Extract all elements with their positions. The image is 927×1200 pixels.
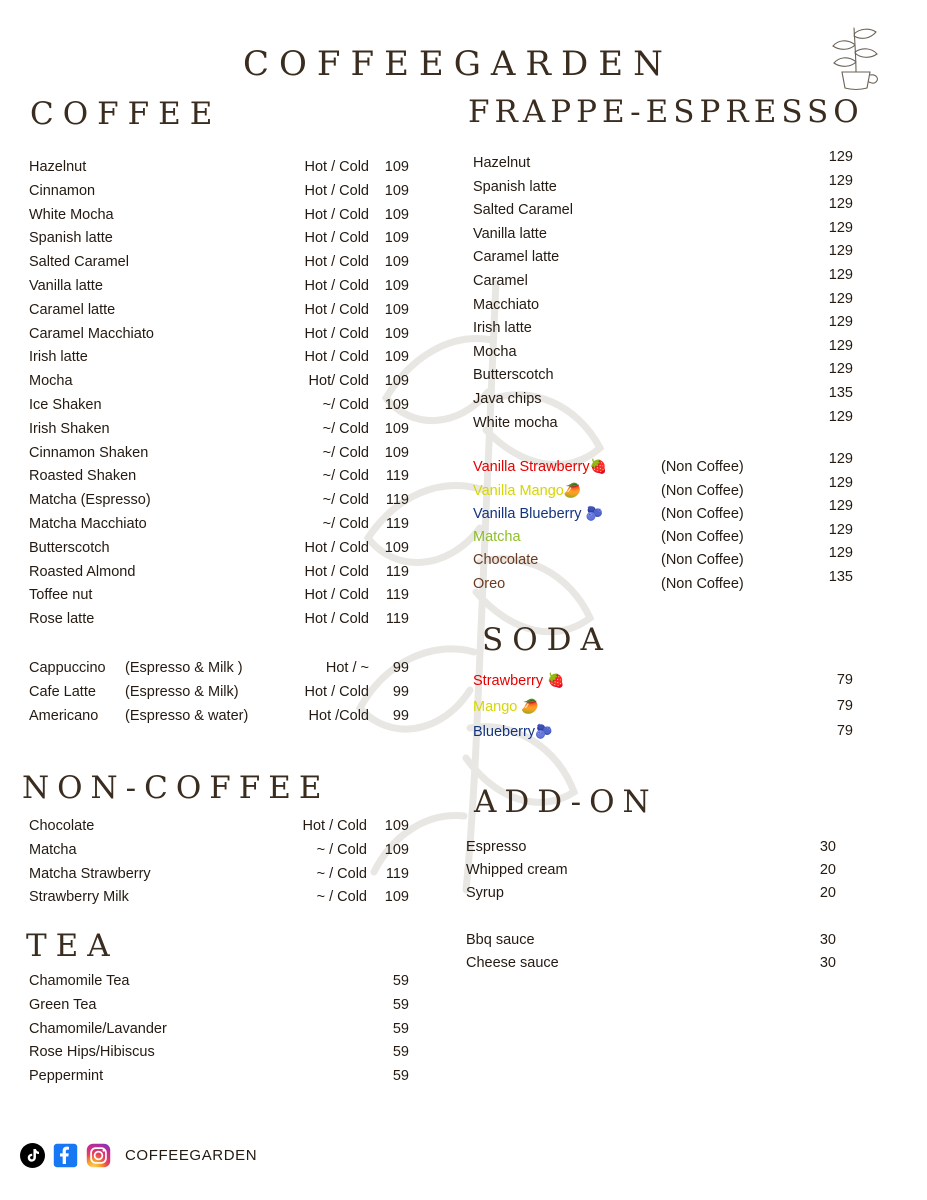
item-name: Chocolate: [29, 818, 95, 834]
item-price: 99: [392, 707, 409, 724]
item-name: Butterscotch: [473, 367, 554, 384]
item-temperature: Hot /Cold: [308, 707, 369, 724]
item-price: 129: [828, 196, 853, 213]
item-name: Cinnamon Shaken: [29, 444, 149, 461]
item-note: (Non Coffee): [661, 459, 744, 475]
item-name: Mocha: [473, 343, 517, 360]
item-note: (Espresso & Milk ): [125, 660, 243, 676]
menu-row: [473, 337, 853, 365]
non-coffee-item-list: [29, 815, 411, 910]
item-name: Roasted Almond: [29, 563, 136, 580]
menu-row: [466, 882, 846, 905]
menu-row: [29, 156, 411, 180]
item-price: 129: [828, 149, 853, 165]
item-name: Hazelnut: [29, 159, 87, 175]
menu-row: [466, 929, 846, 952]
item-name: Vanilla Strawberry🍓: [473, 458, 608, 475]
item-name: Cinnamon: [29, 182, 96, 199]
menu-row: [29, 204, 411, 228]
item-name: Roasted Shaken: [29, 468, 137, 485]
item-price: 30: [819, 931, 836, 948]
item-note: (Espresso & Milk): [125, 683, 239, 700]
menu-row: [473, 719, 853, 745]
item-note: (Non Coffee): [661, 528, 744, 545]
menu-row: [29, 705, 411, 729]
item-name: Caramel latte: [473, 249, 560, 266]
item-name: Mango 🥭: [473, 697, 539, 715]
item-temperature: Hot / Cold: [304, 159, 369, 175]
section-heading-add-on: ADD-ON: [474, 784, 658, 820]
item-name: Salted Caramel: [473, 202, 573, 219]
item-price: 129: [828, 408, 853, 425]
item-temperature: Hot / Cold: [302, 818, 367, 834]
item-name: Spanish latte: [29, 230, 113, 247]
item-name: Caramel latte: [29, 301, 116, 318]
item-price: 129: [828, 290, 853, 307]
menu-row: [473, 172, 853, 200]
item-price: 119: [385, 865, 409, 882]
item-price: 109: [384, 277, 409, 294]
item-price: 79: [836, 697, 853, 714]
item-name: Americano: [29, 707, 99, 724]
social-handle: COFFEEGARDEN: [125, 1147, 258, 1164]
item-price: 109: [384, 182, 409, 199]
item-price: 119: [385, 611, 409, 628]
item-temperature: Hot / Cold: [304, 563, 369, 580]
menu-row: [29, 994, 411, 1018]
fruit-emoji-icon: 🥭: [521, 697, 539, 714]
item-price: 129: [828, 314, 853, 331]
item-price: 129: [828, 337, 853, 354]
section-heading-non-coffee: NON-COFFEE: [22, 770, 330, 806]
item-name: Cappuccino: [29, 660, 106, 676]
menu-row: [473, 545, 853, 573]
item-price: 135: [828, 384, 853, 401]
item-name: Mocha: [29, 373, 73, 390]
menu-row: [29, 370, 411, 394]
menu-row: [473, 314, 853, 341]
item-name: Salted Caramel: [29, 254, 129, 271]
plant-in-cup-icon: [824, 22, 888, 92]
item-note: (Espresso & water): [125, 707, 249, 724]
item-name: Syrup: [466, 885, 504, 901]
menu-row: [29, 442, 411, 466]
item-name: Cafe Latte: [29, 683, 96, 700]
item-temperature: Hot / Cold: [304, 539, 369, 556]
item-temperature: ~ / Cold: [316, 841, 367, 858]
item-price: 119: [385, 515, 409, 532]
menu-row: [29, 863, 411, 887]
item-price: 129: [828, 521, 853, 538]
coffee-item-list: [29, 156, 411, 632]
item-note: (Non Coffee): [661, 552, 744, 568]
item-name: Matcha: [473, 528, 521, 545]
item-name: White mocha: [473, 414, 558, 431]
item-name: Rose Hips/Hibiscus: [29, 1044, 155, 1061]
item-price: 135: [828, 568, 853, 585]
menu-row: [466, 836, 846, 859]
menu-row: [473, 266, 853, 294]
item-price: 109: [384, 254, 409, 271]
menu-row: [29, 227, 411, 251]
item-name: Toffee nut: [29, 587, 93, 604]
fruit-emoji-icon: 🥭: [563, 481, 582, 498]
item-price: 129: [828, 361, 853, 378]
menu-row: [29, 1041, 411, 1065]
item-name: Matcha (Espresso): [29, 492, 151, 509]
item-name: Green Tea: [29, 996, 97, 1013]
item-price: 109: [384, 841, 409, 858]
menu-row: [29, 584, 411, 608]
item-temperature: ~/ Cold: [322, 396, 369, 413]
frappe-item-list: [473, 149, 853, 435]
item-price: 109: [384, 301, 409, 318]
add-on-item-list: [466, 836, 846, 975]
menu-row: [473, 243, 853, 270]
espresso-item-list: [29, 657, 411, 728]
item-price: 30: [819, 954, 836, 971]
item-name: Ice Shaken: [29, 396, 102, 413]
item-price: 109: [384, 325, 409, 342]
item-temperature: ~/ Cold: [322, 444, 369, 461]
item-price: 109: [384, 818, 409, 834]
item-name: Espresso: [466, 839, 527, 855]
item-name: Caramel Macchiato: [29, 325, 154, 342]
menu-row: [29, 839, 411, 863]
item-price: 109: [384, 889, 409, 906]
item-name: Strawberry 🍓: [473, 672, 565, 689]
item-name: Caramel: [473, 272, 528, 289]
item-name: Matcha: [29, 841, 77, 858]
menu-row: [29, 513, 411, 537]
menu-row: [29, 657, 411, 681]
item-name: Bbq sauce: [466, 931, 535, 948]
item-price: 20: [819, 885, 836, 901]
menu-row: [29, 346, 411, 370]
item-price: 59: [392, 1020, 409, 1037]
item-temperature: Hot / Cold: [304, 349, 369, 366]
fruit-emoji-icon: 🫐: [585, 505, 604, 521]
item-temperature: ~/ Cold: [322, 468, 369, 485]
item-temperature: ~ / Cold: [316, 865, 367, 882]
item-name: Vanilla latte: [29, 277, 103, 294]
item-name: Peppermint: [29, 1068, 104, 1085]
item-name: Chamomile Tea: [29, 973, 130, 989]
item-price: 129: [828, 545, 853, 561]
item-price: 109: [384, 159, 409, 175]
menu-row: [466, 952, 846, 975]
menu-row: [473, 451, 853, 479]
section-heading-soda: SODA: [482, 622, 612, 658]
instagram-icon[interactable]: [86, 1143, 111, 1168]
item-temperature: Hot / Cold: [304, 587, 369, 604]
item-price: 129: [828, 451, 853, 467]
item-temperature: Hot / Cold: [304, 683, 369, 700]
item-name: Chocolate: [473, 552, 539, 568]
item-temperature: Hot / Cold: [304, 230, 369, 247]
menu-row: [29, 323, 411, 347]
flavour-item-list: [473, 451, 853, 596]
item-price: 59: [392, 973, 409, 989]
item-price: 59: [392, 1068, 409, 1085]
item-name: Spanish latte: [473, 178, 557, 195]
menu-row: [473, 408, 853, 436]
item-name: Vanilla Blueberry 🫐: [473, 505, 604, 522]
brand-title: COFFEEGARDEN: [243, 44, 673, 84]
menu-row: [29, 1065, 411, 1089]
menu-row: [473, 361, 853, 388]
item-price: 99: [392, 660, 409, 676]
item-price: 119: [385, 587, 409, 604]
menu-row: [473, 498, 853, 526]
item-name: Whipped cream: [466, 862, 568, 878]
item-price: 119: [385, 468, 409, 485]
item-price: 129: [828, 498, 853, 514]
item-temperature: Hot / Cold: [304, 254, 369, 271]
item-price: 129: [828, 243, 853, 260]
item-price: 109: [384, 539, 409, 556]
item-name: Chamomile/Lavander: [29, 1020, 167, 1037]
item-name: Rose latte: [29, 611, 95, 628]
menu-row: [29, 608, 411, 632]
item-note: (Non Coffee): [661, 482, 744, 499]
menu-row: [29, 886, 411, 910]
item-price: 129: [828, 474, 853, 491]
section-heading-frappe-espresso: FRAPPE-ESPRESSO: [468, 94, 864, 130]
fruit-emoji-icon: 🍓: [589, 458, 608, 474]
item-temperature: Hot / Cold: [304, 611, 369, 628]
fruit-emoji-icon: 🫐: [535, 723, 553, 739]
menu-row: [29, 1018, 411, 1042]
menu-row: [29, 394, 411, 418]
item-name: Strawberry Milk: [29, 889, 129, 906]
item-name: Oreo: [473, 575, 506, 592]
item-price: 119: [385, 492, 409, 509]
item-name: Cheese sauce: [466, 954, 559, 971]
item-price: 99: [392, 683, 409, 700]
item-price: 109: [384, 230, 409, 247]
item-name: White Mocha: [29, 206, 114, 223]
item-note: (Non Coffee): [661, 575, 744, 592]
item-temperature: Hot / Cold: [304, 301, 369, 318]
item-name: Java chips: [473, 390, 542, 407]
item-price: 129: [828, 219, 853, 236]
menu-row: [473, 521, 853, 550]
menu-row: [29, 681, 411, 705]
item-note: (Non Coffee): [661, 506, 744, 522]
menu-row: [29, 465, 411, 489]
item-price: 129: [828, 172, 853, 189]
menu-row: [29, 489, 411, 513]
item-temperature: Hot / Cold: [304, 182, 369, 199]
item-name: Vanilla latte: [473, 225, 547, 242]
tiktok-icon[interactable]: [20, 1143, 45, 1168]
menu-row: [29, 561, 411, 585]
item-temperature: Hot/ Cold: [308, 373, 369, 390]
footer: [20, 1143, 257, 1168]
item-price: 79: [836, 723, 853, 739]
item-name: Matcha Strawberry: [29, 865, 151, 882]
item-price: 109: [384, 444, 409, 461]
menu-row: [473, 384, 853, 412]
item-price: 79: [836, 672, 853, 688]
menu-row: [473, 196, 853, 223]
menu-row: [466, 859, 846, 882]
item-name: Irish Shaken: [29, 420, 110, 437]
menu-row: [29, 418, 411, 442]
item-price: 30: [819, 839, 836, 855]
item-price: 59: [392, 1044, 409, 1061]
menu-row: [29, 815, 411, 839]
item-price: 20: [819, 862, 836, 878]
menu-row: [473, 668, 853, 694]
menu-row: [473, 694, 853, 720]
facebook-icon[interactable]: [53, 1143, 78, 1168]
item-name: Macchiato: [473, 296, 540, 313]
item-name: Irish latte: [473, 320, 532, 337]
item-price: 109: [384, 349, 409, 366]
item-price: 129: [828, 266, 853, 283]
item-temperature: ~/ Cold: [322, 492, 369, 509]
menu-row: [29, 275, 411, 299]
item-name: Irish latte: [29, 349, 88, 366]
item-price: 119: [385, 563, 409, 580]
item-temperature: ~/ Cold: [322, 515, 369, 532]
fruit-emoji-icon: 🍓: [547, 672, 565, 688]
menu-row: [29, 180, 411, 204]
soda-item-list: [473, 668, 853, 745]
item-name: Blueberry🫐: [473, 723, 553, 740]
list-spacer: [466, 905, 846, 929]
item-temperature: Hot / ~: [325, 660, 369, 676]
item-price: 59: [392, 996, 409, 1013]
menu-row: [29, 970, 411, 994]
menu-row: [473, 568, 853, 597]
tea-item-list: [29, 970, 411, 1089]
item-price: 109: [384, 206, 409, 223]
menu-row: [473, 474, 853, 503]
item-temperature: Hot / Cold: [304, 277, 369, 294]
item-name: Vanilla Mango🥭: [473, 481, 582, 499]
menu-row: [29, 299, 411, 323]
item-temperature: Hot / Cold: [304, 325, 369, 342]
menu-row: [473, 219, 853, 247]
item-price: 109: [384, 373, 409, 390]
section-heading-coffee: COFFEE: [30, 96, 222, 132]
item-price: 109: [384, 396, 409, 413]
item-temperature: ~ / Cold: [316, 889, 367, 906]
item-name: Butterscotch: [29, 539, 110, 556]
menu-row: [473, 149, 853, 176]
item-price: 109: [384, 420, 409, 437]
menu-row: [29, 251, 411, 275]
item-temperature: Hot / Cold: [304, 206, 369, 223]
item-name: Hazelnut: [473, 155, 531, 171]
item-name: Matcha Macchiato: [29, 515, 147, 532]
menu-row: [473, 290, 853, 318]
section-heading-tea: TEA: [26, 928, 119, 964]
item-temperature: ~/ Cold: [322, 420, 369, 437]
menu-row: [29, 537, 411, 561]
